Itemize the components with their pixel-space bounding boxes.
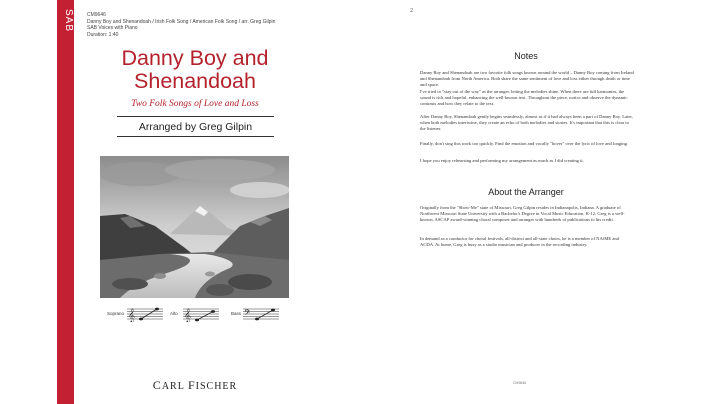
cover-title — [80, 47, 310, 93]
cover-spine — [57, 0, 74, 404]
voicing-line: SAB Voices with Piano — [87, 25, 138, 32]
svg-text:𝄞: 𝄞 — [184, 308, 192, 322]
arranger-credit: Arranged by Greg Gilpin — [117, 116, 274, 137]
range-label-soprano: Soprano — [107, 311, 125, 316]
cover-metadata — [87, 12, 275, 38]
svg-text:𝄞: 𝄞 — [128, 308, 136, 322]
about-paragraph: Originally from the "Show-Me" state of Missouri, Greg Gilpin resides in Indianapolis, Indiana. A graduate of Northwest Missouri State University with a Bachelor's Degree in Vocal Music Education, K-12, Greg is a well-known, ASCAP award-winning choral composer and arranger with hundreds of publications to his credit. — [420, 205, 625, 223]
range-staff-bass — [243, 306, 279, 322]
notes-paragraph: Finally, don't sing this work too quickly. Find the emotion and vocally "hover" over the lyric of love and longing. — [420, 141, 629, 146]
range-label-bass: Bass — [231, 311, 242, 316]
cover-subtitle: Two Folk Songs of Love and Loss — [131, 99, 259, 109]
notes-heading: Notes — [514, 51, 538, 61]
duration-line: Duration: 1:40 — [87, 31, 119, 38]
cover-photo-mountain-valley — [100, 156, 289, 298]
about-heading: About the Arranger — [488, 187, 564, 197]
spine-label: SAB — [63, 9, 74, 33]
notes-paragraph: I hope you enjoy rehearsing and performing my arrangement as much as I did creating it. — [420, 158, 584, 163]
range-label-alto: Alto — [170, 311, 178, 316]
page-footer-catalog: CM9646 — [513, 381, 527, 385]
title-line-1: Danny Boy and — [121, 46, 269, 70]
about-paragraph: In demand as a conductor for choral festivals, all-district and all-state choirs, he is a member of NAfME and ACDA. At home, Greg is busy as a studio musician and producer in the recording industry. — [420, 236, 619, 248]
page-number: 2 — [410, 8, 413, 14]
publisher-logo: CARL FISCHER — [152, 378, 238, 392]
svg-text:𝄢: 𝄢 — [244, 309, 251, 320]
credits-line: Danny Boy and Shenandoah / Irish Folk Song / American Folk Song / arr. Greg Gilpin — [87, 18, 276, 25]
catalog-number: CM9646 — [87, 12, 106, 18]
range-staff-soprano — [127, 306, 163, 322]
range-staff-alto — [183, 306, 219, 322]
vocal-range-row — [107, 306, 287, 322]
notes-paragraph: I've tried to "stay out of the way" as the arranger, letting the melodies shine. When there are full harmonies, the sound is rich and hopeful, enhancing the well-known text. Throughout the piece, notice and observe the dynamic contrasts and how they relate to the text. — [420, 89, 628, 107]
notes-paragraph: Danny Boy and Shenandoah are two favorite folk songs known around the world – Danny Boy coming from Ireland and Shenandoah from North America. Both share the same sentiment of love and loss either through death or time and space. — [420, 70, 634, 88]
notes-paragraph: After Danny Boy, Shenandoah gently begins seamlessly, almost as if it had always been a part of Danny Boy. Later, when both melodies intertwine, they create an echo of both melodies and stories. It's important that this is clear to the listener. — [420, 114, 633, 132]
title-line-2: Shenandoah — [134, 69, 256, 93]
